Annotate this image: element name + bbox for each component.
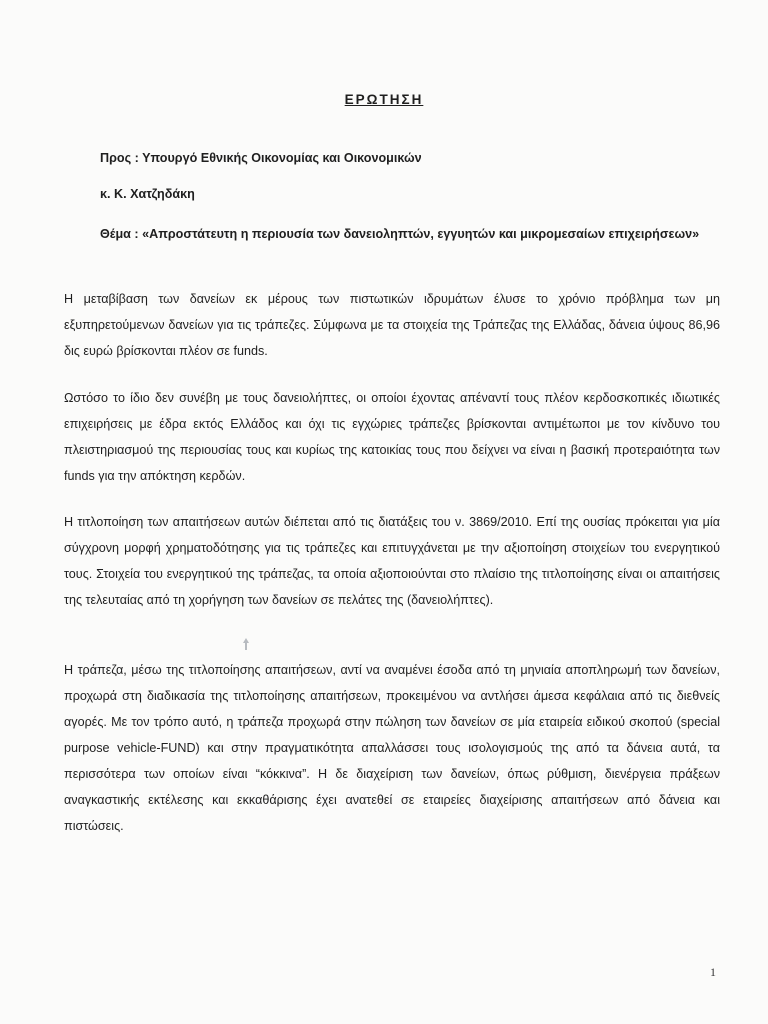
document-title: ΕΡΩΤΗΣΗ [344, 92, 424, 107]
recipient-line: Προς : Υπουργό Εθνικής Οικονομίας και Οικονομικών [100, 151, 422, 165]
page-number: 1 [710, 965, 716, 979]
paragraph-1: Η μεταβίβαση των δανείων εκ μέρους των πιστωτικών ιδρυμάτων έλυσε το χρόνιο πρόβλημα των μη εξυπηρετούμενων δανείων για τις τράπεζες. Σύμφωνα με τα στοιχεία της Τράπεζας της Ελλάδας, δάνεια ύψους 86,96 δις ευρώ βρίσκονται πλέον σε funds. [64, 292, 720, 358]
paragraph-4: Η τράπεζα, μέσω της τιτλοποίησης απαιτήσεων, αντί να αναμένει έσοδα από τη μηνιαία αποπληρωμή των δανείων, προχωρά στη διαδικασία της τιτλοποίησης απαιτήσεων, προκειμένου να αντλήσει άμεσα κεφάλαια από τις διεθνείς αγορές. Με τον τρόπο αυτό, η τράπεζα προχωρά στην πώληση των δανείων σε μία εταιρεία ειδικού σκοπού (special purpose vehicle-FUND) και στην πραγματικότητα απαλλάσσει τους ισολογισμούς της από τα δάνεια αυτά, τα περισσότερα των οποίων είναι “κόκκινα”. Η δε διαχείριση των δανείων, όπως ρύθμιση, διενέργεια πράξεων αναγκαστικής εκτέλεσης και εκκαθάρισης έχει ανατεθεί σε εταιρείες διαχείρισης απαιτήσεων από δάνεια και πιστώσεις. [64, 663, 720, 833]
paragraph-3: Η τιτλοποίηση των απαιτήσεων αυτών διέπεται από τις διατάξεις του ν. 3869/2010. Επί της ουσίας πρόκειται για μία σύγχρονη μορφή χρηματοδότησης για τις τράπεζες και επιτυγχάνεται με την αξιοποίηση στοιχείων του ενεργητικού τους. Στοιχεία του ενεργητικού της τράπεζας, τα οποία αξιοποιούνται στο πλαίσιο της τιτλοποίησης είναι οι απαιτήσεις της τελευταίας από τη χορήγηση των δανείων σε πελάτες της (δανειολήπτες). [64, 515, 720, 607]
scan-mark-icon [240, 637, 252, 651]
subject-line: Θέμα : «Απροστάτευτη η περιουσία των δανειοληπτών, εγγυητών και μικρομεσαίων επιχειρήσεων» [100, 227, 700, 241]
paragraph-2: Ωστόσο το ίδιο δεν συνέβη με τους δανειολήπτες, οι οποίοι έχοντας απέναντί τους πλέον κερδοσκοπικές ιδιωτικές επιχειρήσεις με έδρα εκτός Ελλάδος και όχι τις εγχώριες τράπεζες βρίσκονται αντιμέτωποι με τον κίνδυνο του πλειστηριασμού της περιουσίας τους και κυρίως της κατοικίας τους που δείχνει να είναι η βασική προτεραιότητα των funds για την απόκτηση κερδών. [64, 391, 720, 483]
addressee-line: κ. Κ. Χατζηδάκη [100, 187, 195, 201]
